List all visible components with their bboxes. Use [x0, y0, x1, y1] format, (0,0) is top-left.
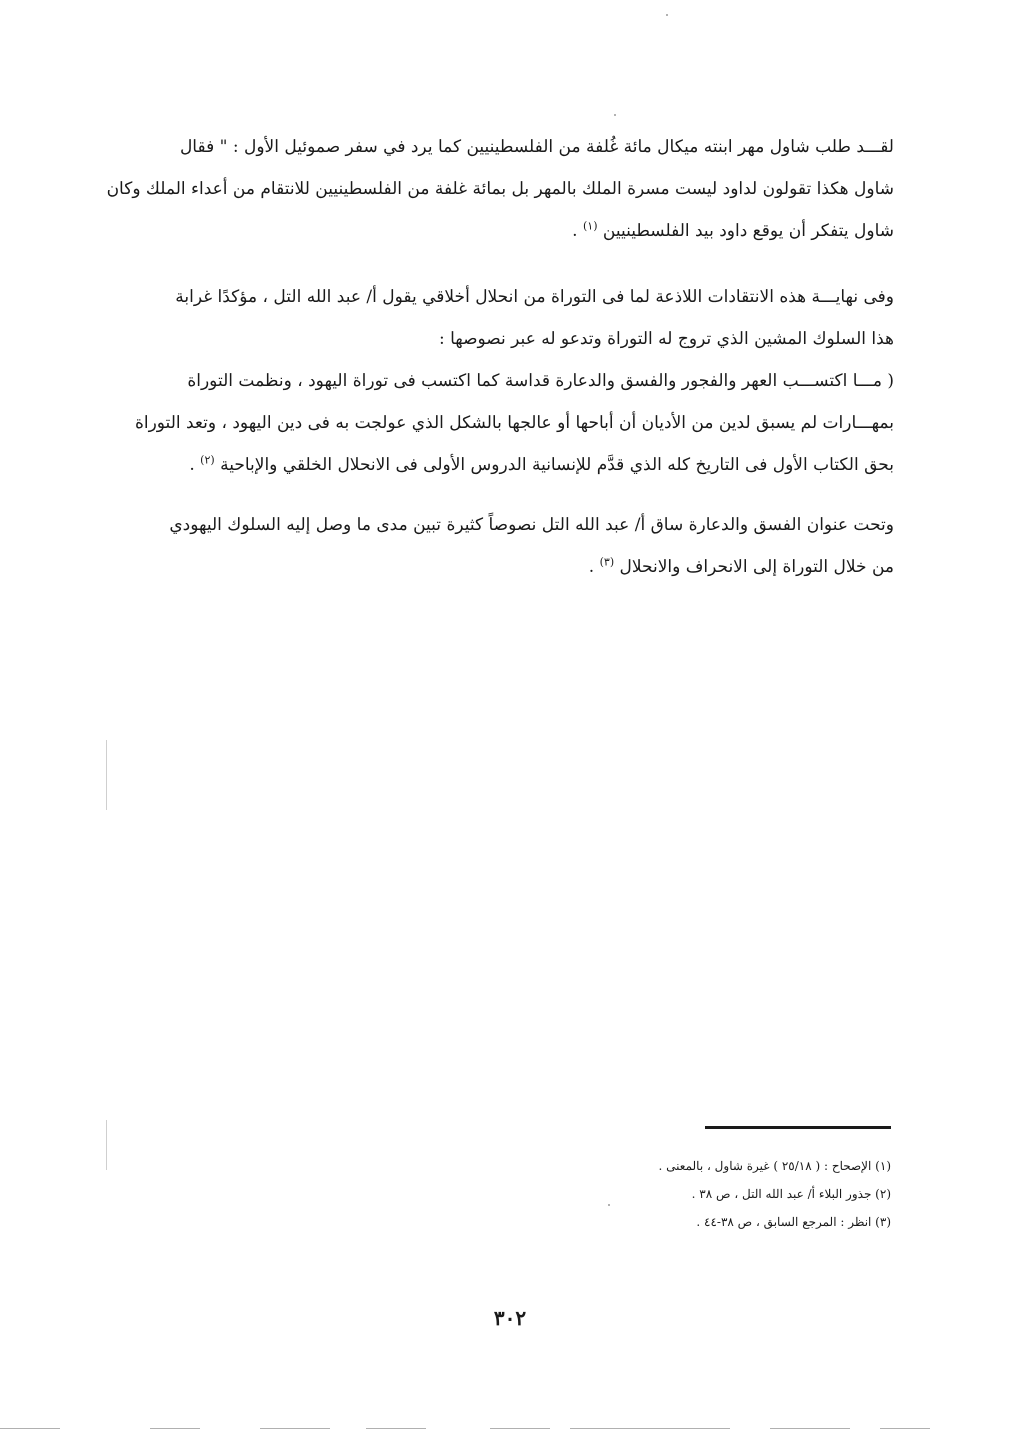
line-end: . [588, 557, 595, 577]
scan-line [150, 1428, 200, 1429]
paragraph-line-last [104, 444, 894, 486]
line-text: من خلال التوراة إلى الانحراف والانحلال [619, 557, 894, 577]
scan-line [0, 1428, 60, 1429]
footnote-1: (١) الإصحاح : ( ٢٥/١٨ ) غيرة شاول ، بالمعنى . [658, 1159, 891, 1173]
page-number: ٣٠٢ [493, 1306, 527, 1330]
scan-line [260, 1428, 330, 1429]
line-end: . [189, 455, 195, 475]
footnote-ref: (٢) [200, 453, 215, 467]
paragraph-line: وفى نهايـــة هذه الانتقادات اللاذعة لما فى التوراة من انحلال أخلاقي يقول أ/ عبد الله التل ، مؤكدًا غرابة [175, 287, 894, 307]
scan-line [880, 1428, 930, 1429]
paragraph-line: وتحت عنوان الفسق والدعارة ساق أ/ عبد الله التل نصوصاً كثيرة تبين مدى ما وصل إليه السلوك اليهودي [169, 515, 894, 535]
scan-line [490, 1428, 550, 1429]
scan-dot [608, 1204, 610, 1206]
line-text: شاول يتفكر أن يوقع داود بيد الفلسطينيين [602, 221, 894, 241]
footnotes-list [471, 1152, 891, 1236]
line-text: بحق الكتاب الأول فى التاريخ كله الذي قدَّم للإنسانية الدروس الأولى فى الانحلال الخلقي والإباحية [220, 455, 894, 475]
line-end: . [572, 221, 578, 241]
paragraph-line-last [104, 210, 894, 252]
paragraph-1 [104, 126, 894, 252]
footnote-2: (٢) جذور البلاء أ/ عبد الله التل ، ص ٣٨ . [691, 1187, 891, 1201]
paragraph-line: شاول هكذا تقولون لداود ليست مسرة الملك بالمهر بل بمائة غلفة من الفلسطينيين للانتقام من أعداء الملك وكان [106, 179, 894, 199]
scan-dot [614, 114, 616, 116]
scan-edge [106, 1120, 107, 1170]
footnote-3: (٣) انظر : المرجع السابق ، ص ٣٨-٤٤ . [696, 1215, 891, 1229]
scan-line [770, 1428, 850, 1429]
scan-dot [666, 14, 668, 16]
scan-line [570, 1428, 730, 1429]
paragraph-line: لقـــد طلب شاول مهر ابنته ميكال مائة غُلفة من الفلسطينيين كما يرد في سفر صموئيل الأول : " فقال [179, 137, 894, 157]
paragraph-line: هذا السلوك المشين الذي تروج له التوراة وتدعو له عبر نصوصها : [438, 329, 894, 349]
paragraph-line-last [104, 546, 894, 588]
paragraph-line: ( مـــا اكتســـب العهر والفجور والفسق والدعارة قداسة كما اكتسب فى توراة اليهود ، ونظمت التوراة [187, 371, 894, 391]
scan-edge [106, 740, 107, 810]
footnote-separator [705, 1126, 891, 1129]
paragraph-line: بمهـــارات لم يسبق لدين من الأديان أن أباحها أو عالجها بالشكل الذي عولجت به فى دين اليهود ، وتعد التوراة [134, 413, 894, 433]
paragraph-2 [104, 276, 894, 486]
paragraph-3 [104, 504, 894, 588]
scan-line [366, 1428, 426, 1429]
footnote-ref: (٣) [599, 555, 615, 569]
footnote-ref: (١) [582, 219, 598, 233]
